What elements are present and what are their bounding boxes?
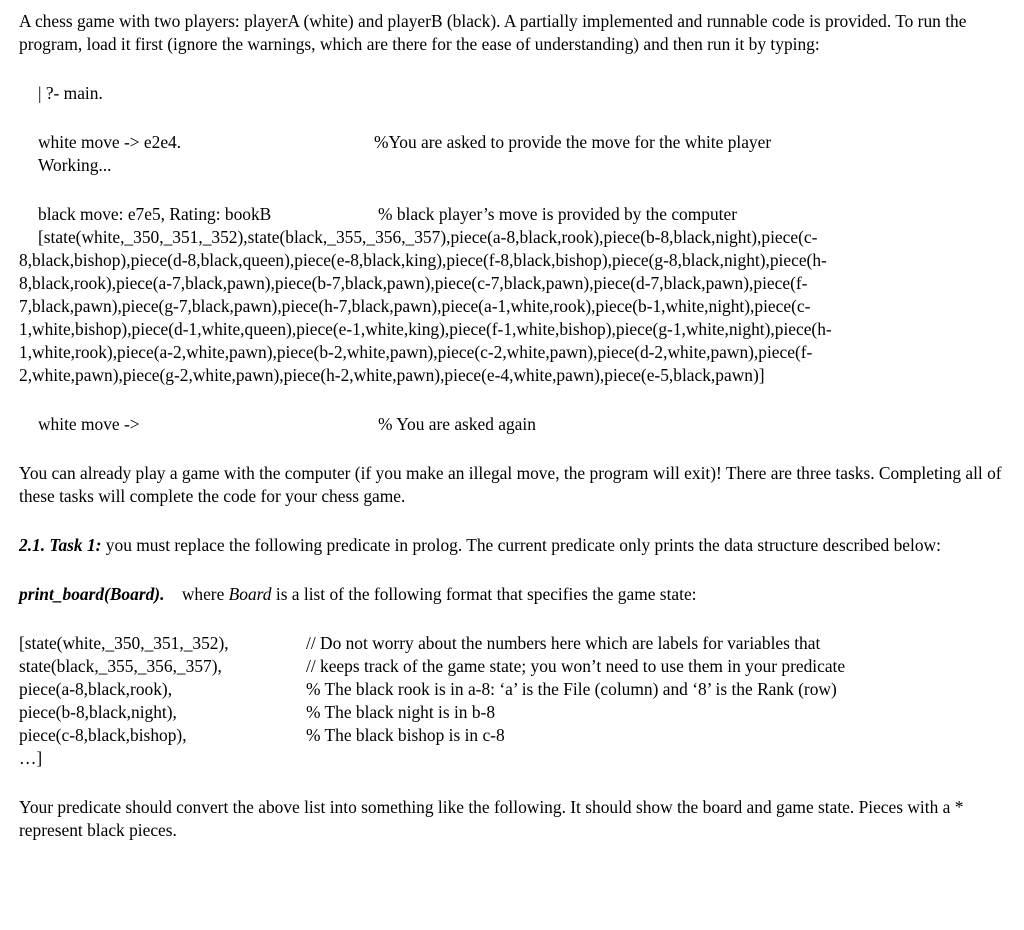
black-move-text: black move: e7e5, Rating: bookB [38,204,272,224]
state-line: 8,black,bishop),piece(d-8,black,queen),piece(e-8,black,king),piece(f-8,black,bishop),piece(g-8,black,night),piece(h- [19,250,827,270]
white-move-comment: %You are asked to provide the move for the white player [374,132,772,152]
final-paragraph: Your predicate should convert the above list into something like the following. It should show the board and game state. Pieces with a * represent black pieces. [19,797,964,840]
play-paragraph: You can already play a game with the computer (if you make an illegal move, the program will exit)! There are three tasks. Completing all of these tasks will complete the code for your chess game. [19,463,1002,506]
main-command: | ?- main. [38,83,103,103]
predicate-rest: is a list of the following format that specifies the game state: [271,584,697,604]
code-line: [state(white,_350,_351,_352), [19,633,229,653]
code-example [19,632,1004,770]
code-line: piece(a-8,black,rook), [19,679,173,699]
state-line: 7,black,pawn),piece(g-7,black,pawn),piece(h-7,black,pawn),piece(a-1,white,rook),piece(b-1,white,night),piece(c- [19,296,811,316]
predicate-where: where [181,584,229,604]
code-left-column [19,632,299,770]
task-number: 2.1. Task 1: [19,535,102,555]
white-move-prompt-2: white move -> [38,414,140,434]
state-line: 1,white,bishop),piece(d-1,white,queen),piece(e-1,white,king),piece(f-1,white,bishop),piece(g-1,white,night),piece(h- [19,319,832,339]
code-right-column [306,632,986,747]
code-comment: % The black rook is in a-8: ‘a’ is the File (column) and ‘8’ is the Rank (row) [306,679,837,699]
state-list [19,226,1004,387]
task-paragraph [19,534,1004,557]
black-move-comment: % black player’s move is provided by the computer [378,204,737,224]
intro-paragraph: A chess game with two players: playerA (white) and playerB (black). A partially implemented and runnable code is provided. To run the program, load it first (ignore the warnings, which are there for the ease of understanding) and then run it by typing: [19,11,967,54]
code-line: …] [19,748,43,768]
predicate-board-word: Board [228,584,272,604]
code-line: piece(b-8,black,night), [19,702,177,722]
document-body [19,10,1004,842]
state-line: 2,white,pawn),piece(g-2,white,pawn),piece(h-2,white,pawn),piece(e-4,white,pawn),piece(e-5,black,pawn)] [19,365,765,385]
code-comment: % The black night is in b-8 [306,702,496,722]
white-move-comment-2: % You are asked again [378,414,536,434]
code-comment: // Do not worry about the numbers here which are labels for variables that [306,633,821,653]
code-line: state(black,_355,_356,_357), [19,656,222,676]
state-line: [state(white,_350,_351,_352),state(black,_355,_356,_357),piece(a-8,black,rook),piece(b-8,black,night),piece(c- [38,227,818,247]
code-line: piece(c-8,black,bishop), [19,725,187,745]
working-status: Working... [38,155,112,175]
code-comment: % The black bishop is in c-8 [306,725,505,745]
state-line: 1,white,rook),piece(a-2,white,pawn),piece(b-2,white,pawn),piece(c-2,white,pawn),piece(d-2,white,pawn),piece(f- [19,342,813,362]
white-move-prompt: white move -> e2e4. [38,132,182,152]
predicate-name: print_board(Board). [19,584,165,604]
task-text: you must replace the following predicate in prolog. The current predicate only prints the data structure described below: [101,535,941,555]
state-line: 8,black,rook),piece(a-7,black,pawn),piece(b-7,black,pawn),piece(c-7,black,pawn),piece(d-7,black,pawn),piece(f- [19,273,808,293]
white-move-row [38,131,1004,154]
code-comment: // keeps track of the game state; you won’t need to use them in your predicate [306,656,846,676]
white-move-row-2 [38,413,1004,436]
black-move-row [38,203,1004,226]
predicate-line [19,583,1004,606]
